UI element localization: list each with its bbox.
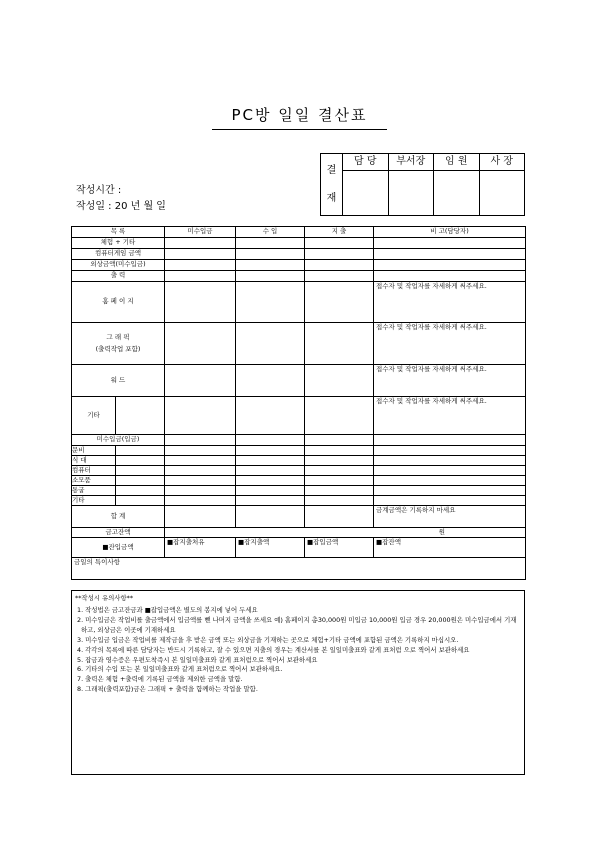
cell-input[interactable]: [236, 435, 305, 446]
cell-input[interactable]: [305, 365, 374, 397]
remark-cell[interactable]: 금계금액은 기록하지 마세요: [374, 506, 526, 528]
row-label: 출 력: [72, 271, 165, 282]
cell-input[interactable]: [305, 282, 374, 323]
remark-cell[interactable]: 접수자 및 작업자를 자세하게 써주세요.: [374, 365, 526, 397]
cell-input[interactable]: [305, 323, 374, 365]
balance-cell[interactable]: ■잡잔액: [374, 538, 526, 558]
page-title: PC방 일일 결산표: [231, 106, 368, 124]
cell-input[interactable]: [165, 466, 236, 476]
instructions-title: **작성시 유의사항**: [75, 594, 134, 602]
row-label: 금고잔액: [72, 528, 165, 538]
cell-input[interactable]: [165, 282, 236, 323]
cell-input[interactable]: [165, 365, 236, 397]
row-label: 컴퓨터: [72, 466, 116, 476]
cell-input[interactable]: [305, 397, 374, 435]
cell-input[interactable]: [165, 249, 236, 260]
cell-input[interactable]: [305, 476, 374, 486]
cell-input[interactable]: [165, 456, 236, 466]
row-label: 기타: [72, 496, 116, 506]
instruction-item: 5. 잡금과 영수증은 우편도착즉시 본 일일미출표와 같게 표처럼으로 찍어서 보관하세요: [77, 655, 318, 664]
cell-input[interactable]: [236, 456, 305, 466]
instruction-item: 2. 미수입금은 작업비를 출금액에서 입금액를 뺀 나머지 금액을 쓰세요 예) 홈페이지 총30,000원 미입금 10,000원 입금 경우 20,000원은 미수입금에서 기재하고, 외상금은 이곳에 기재하세요: [77, 615, 517, 634]
cell-input[interactable]: [374, 446, 526, 456]
cell-input[interactable]: [305, 260, 374, 271]
cell-input[interactable]: [116, 476, 165, 486]
signature-cell[interactable]: [388, 171, 434, 216]
row-label: 문비: [72, 446, 116, 456]
cell-input[interactable]: [116, 446, 165, 456]
cell-input[interactable]: [236, 397, 305, 435]
row-label: 식 대: [72, 456, 116, 466]
cell-input[interactable]: [374, 476, 526, 486]
time-label: 작성시간 :: [76, 185, 122, 196]
cell-input[interactable]: [374, 456, 526, 466]
cell-input[interactable]: [116, 397, 165, 435]
row-label: 컴퓨터게임 금액: [72, 249, 165, 260]
date-label: 작성일 : 20 년 월 일: [76, 201, 166, 212]
cell-input[interactable]: [116, 496, 165, 506]
cell-input[interactable]: [116, 486, 165, 496]
cell-input[interactable]: [116, 466, 165, 476]
balance-cell[interactable]: ■잡지출액: [236, 538, 305, 558]
signature-cell[interactable]: [343, 171, 389, 216]
instruction-item: 1. 작성법은 금고잔금과 ■잡입금액은 별도의 봉지에 넣어 두세요: [77, 605, 258, 614]
cell-input[interactable]: [165, 446, 236, 456]
special-notes-field[interactable]: 금일의 특이사항: [72, 558, 526, 580]
cell-input[interactable]: [374, 249, 526, 260]
cell-input[interactable]: [305, 456, 374, 466]
cell-input[interactable]: [305, 506, 374, 528]
row-label: 통굽: [72, 486, 116, 496]
approval-box: [320, 153, 525, 216]
cell-input[interactable]: [236, 260, 305, 271]
cell-input[interactable]: [165, 260, 236, 271]
cell-input[interactable]: [236, 486, 305, 496]
cell-input[interactable]: [236, 323, 305, 365]
safe-balance-field[interactable]: 원: [165, 528, 526, 538]
cell-input[interactable]: [305, 435, 374, 446]
instruction-item: 4. 각각의 목록에 따른 담당자는 반드시 기록하고, 잘 수 있으면 지출의 경우는 계산서를 본 일일미출표와 같게 표처럼 으로 찍어서 보관하세요: [77, 645, 470, 654]
col-header: 수 입: [236, 227, 305, 238]
cell-input[interactable]: [236, 271, 305, 282]
cell-input[interactable]: [165, 506, 236, 528]
cell-input[interactable]: [305, 446, 374, 456]
signature-cell[interactable]: [434, 171, 480, 216]
row-label: 소모품: [72, 476, 116, 486]
instructions-box: [71, 590, 525, 775]
remark-cell[interactable]: 접수자 및 작업자를 자세하게 써주세요.: [374, 323, 526, 365]
row-label: 체험 + 기타: [72, 238, 165, 249]
row-label: 기타: [72, 397, 116, 435]
settlement-table: [71, 226, 526, 580]
cell-input[interactable]: [305, 249, 374, 260]
approval-role: 담 당: [343, 154, 389, 171]
row-label: 외상금액(미수입금): [72, 260, 165, 271]
cell-input[interactable]: [236, 238, 305, 249]
cell-input[interactable]: [374, 486, 526, 496]
cell-input[interactable]: [305, 486, 374, 496]
cell-input[interactable]: [236, 466, 305, 476]
cell-input[interactable]: [165, 476, 236, 486]
cell-input[interactable]: [165, 397, 236, 435]
cell-input[interactable]: [236, 476, 305, 486]
instruction-item: 3. 미수입금 입금은 작업비를 제작금을 후 받은 금액 또는 외상금을 기재하는 곳으로 체험+기타 금액에 포함된 금액은 기록하지 마십시오.: [77, 635, 459, 644]
approval-role: 사 장: [479, 154, 525, 171]
cell-input[interactable]: [374, 466, 526, 476]
row-label: 그 래 픽 (출력작업 포함): [72, 323, 165, 365]
cell-input[interactable]: [305, 496, 374, 506]
signature-cell[interactable]: [479, 171, 525, 216]
cell-input[interactable]: [236, 496, 305, 506]
col-header: 미수입금: [165, 227, 236, 238]
col-header: 지 출: [305, 227, 374, 238]
balance-cell[interactable]: ■잡입금액: [305, 538, 374, 558]
cell-input[interactable]: [374, 271, 526, 282]
cell-input[interactable]: [165, 323, 236, 365]
title-underline: [212, 129, 387, 130]
cell-input[interactable]: [305, 466, 374, 476]
col-header: 비 고(담당자): [374, 227, 526, 238]
cell-input[interactable]: [374, 238, 526, 249]
approval-side-label: 결 재: [321, 154, 343, 216]
cell-input[interactable]: [165, 238, 236, 249]
col-header: 목 록: [72, 227, 165, 238]
cell-input[interactable]: [374, 435, 526, 446]
cell-input[interactable]: [165, 496, 236, 506]
cell-input[interactable]: [236, 506, 305, 528]
cell-input[interactable]: [305, 238, 374, 249]
cell-input[interactable]: [236, 282, 305, 323]
cell-input[interactable]: [165, 435, 236, 446]
instruction-item: 8. 그래픽(출력포함)금은 그래픽 + 출력을 함께하는 작업을 말함.: [77, 685, 258, 694]
row-label: 미수입금(입금): [72, 435, 165, 446]
instruction-item: 6. 기타의 수입 또는 본 일일미출표와 같게 표처럼으로 찍어서 보관하세요.: [77, 665, 283, 674]
approval-role: 부서장: [388, 154, 434, 171]
cell-input[interactable]: [236, 446, 305, 456]
approval-role: 임 원: [434, 154, 480, 171]
remark-cell[interactable]: 접수자 및 작업자를 자세하게 써주세요.: [374, 282, 526, 323]
cell-input[interactable]: [374, 496, 526, 506]
cell-input[interactable]: [116, 456, 165, 466]
row-label: 워 드: [72, 365, 165, 397]
cell-input[interactable]: [165, 486, 236, 496]
balance-cell[interactable]: ■잡지출처유: [165, 538, 236, 558]
row-label: 합 계: [72, 506, 165, 528]
cell-input[interactable]: [236, 365, 305, 397]
row-label: 홈 페 이 지: [72, 282, 165, 323]
cell-input[interactable]: [305, 271, 374, 282]
cell-input[interactable]: [236, 249, 305, 260]
cell-input[interactable]: [374, 260, 526, 271]
cell-input[interactable]: [165, 271, 236, 282]
instruction-item: 7. 출력은 체험 +출력에 기록된 금액을 제외한 금액을 말함.: [77, 675, 243, 684]
remark-cell[interactable]: 접수자 및 작업자를 자세하게 써주세요.: [374, 397, 526, 435]
row-label: ■잔입금액: [72, 538, 165, 558]
